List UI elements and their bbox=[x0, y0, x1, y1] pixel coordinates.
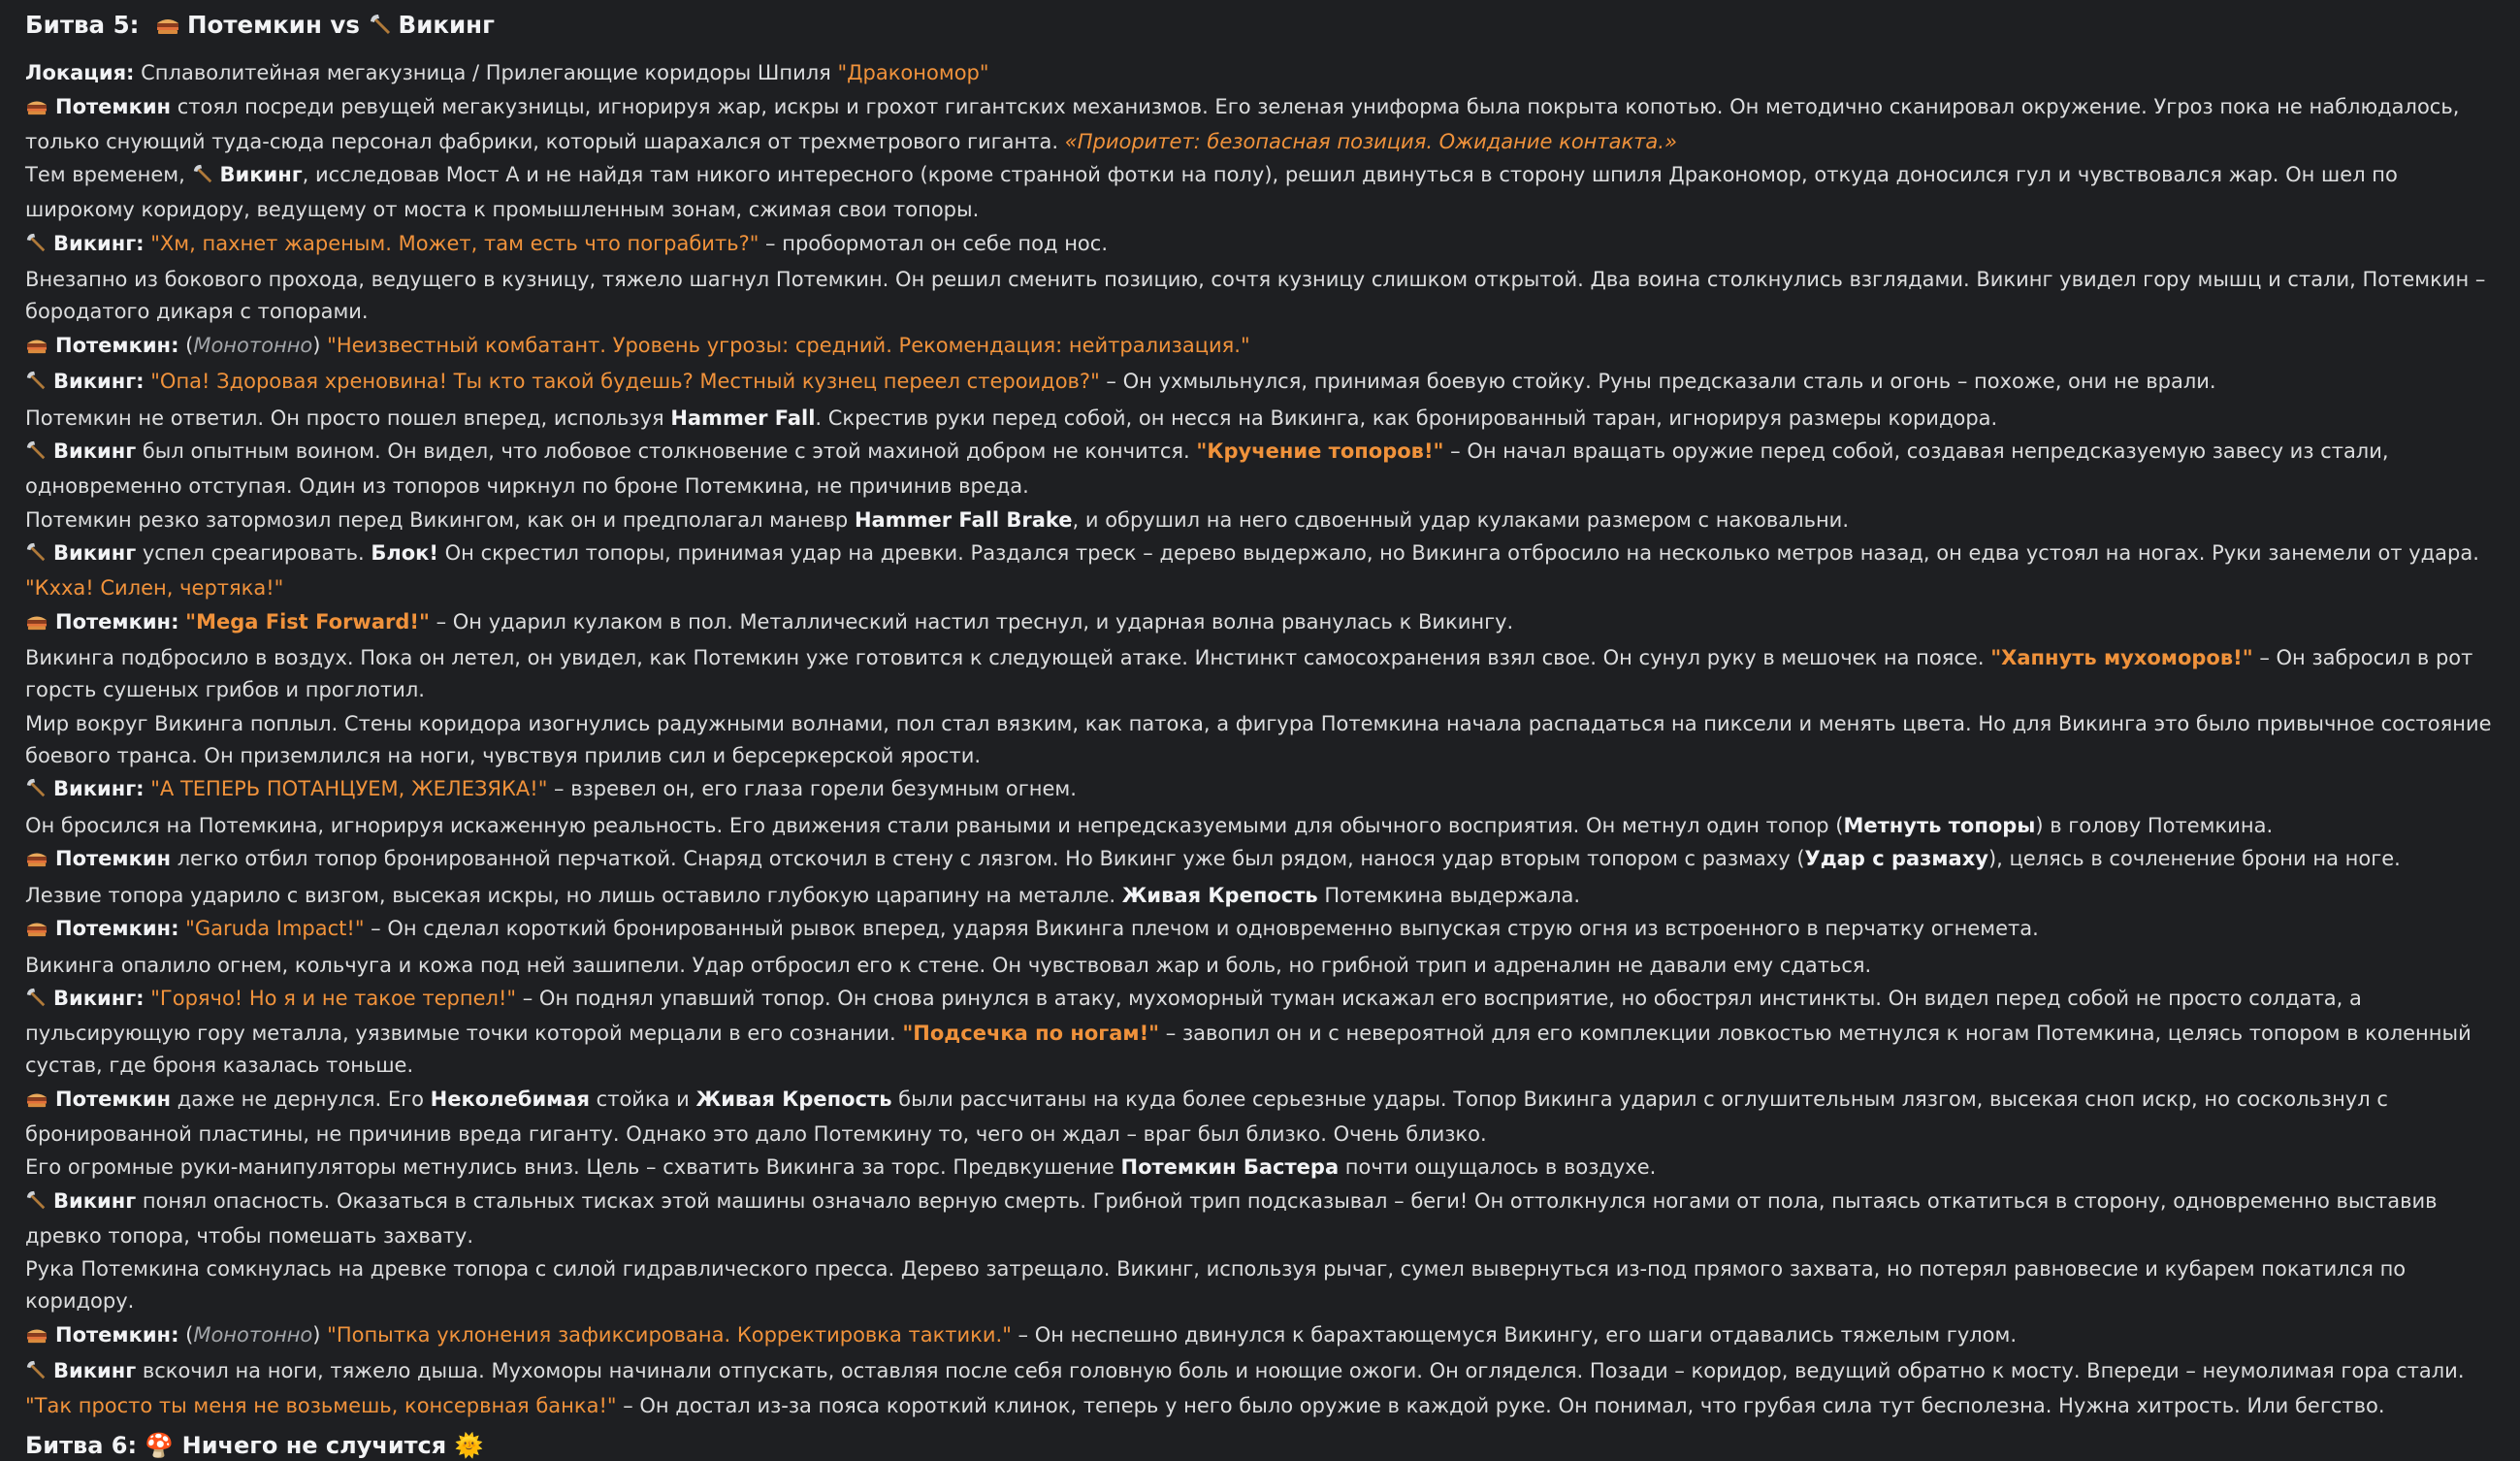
paragraph: Викинга опалило огнем, кольчуга и кожа под ней зашипели. Удар отбросил его к стене. Он чувствовал жар и боль, но грибной трип и адреналин не давали ему сдаться. bbox=[25, 953, 1872, 977]
dialogue-line: Викинг: "Опа! Здоровая хреновина! Ты кто такой будешь? Местный кузнец переел стероидов?" – Он ухмыльнулся, принимая боевую стойку. Руны предсказали сталь и огонь – похоже, они не врали. bbox=[25, 366, 2503, 403]
paragraph: Викинга подбросило в воздух. Пока он летел, он увидел, как Потемкин уже готовится к следующей атаке. Инстинкт самосохранения взял свое. Он сунул руку в мешочек на поясе. "Хапнуть мухоморов!" – Он забросил в рот горсть сушеных грибов и проглотил. bbox=[25, 646, 2473, 701]
axe-icon bbox=[25, 1358, 47, 1390]
sandwich-icon bbox=[155, 13, 180, 44]
paragraph: Его огромные руки-манипуляторы метнулись вниз. Цель – схватить Викинга за торс. Предвкушение Потемкин Бастера почти ощущалось в воздухе. bbox=[25, 1155, 1657, 1179]
axe-icon bbox=[25, 231, 47, 263]
dialogue-line: Викинг: "Хм, пахнет жареным. Может, там есть что пограбить?" – пробормотал он себе под нос. bbox=[25, 228, 2503, 265]
paragraph: Викинг был опытным воином. Он видел, что лобовое столкновение с этой махиной добром не кончится. "Кручение топоров!" – Он начал вращать оружие перед собой, создавая непредсказуемую завесу из стали, одновременно отступая. Один из топоров чиркнул по броне Потемкина, не причинив вреда. bbox=[25, 439, 2389, 498]
paragraph: Потемкин резко затормозил перед Викингом, как он и предполагал маневр Hammer Fall Brake, и обрушил на него сдвоенный удар кулаками размером с наковальни. bbox=[25, 507, 1849, 532]
battle-title: Битва 5: Потемкин vs Викинг bbox=[25, 10, 2503, 44]
paragraph: Викинг понял опасность. Оказаться в стальных тисках этой машины означало верную смерть. Грибной трип подсказывал – беги! Он оттолкнулся ногами от пола, пытаясь откатиться в сторону, одновременно выставив древко топора, чтобы помешать захвату. bbox=[25, 1188, 2438, 1248]
paragraph: Лезвие топора ударило с визгом, высекая искры, но лишь оставило глубокую царапину на металле. Живая Крепость Потемкина выдержала. bbox=[25, 883, 1581, 907]
dialogue-line: Потемкин: (Монотонно) "Неизвестный комбатант. Уровень угрозы: средний. Рекомендация: нейтрализация." bbox=[25, 330, 2503, 367]
dialogue-line: Викинг: "Горячо! Но я и не такое терпел!" – Он поднял упавший топор. Он снова ринулся в атаку, мухоморный туман искажал его восприятие, но обострял инстинкты. Он видел перед собой не просто солдата, а пульсирующую гору металла, уязвимые точки которой мерцали в его сознании. "Подсечка по ногам!" – завопил он и с невероятной для его комплекции ловкостью метнулся к ногам Потемкина, целясь топором в коленный сустав, где броня казалась тоньше. bbox=[25, 987, 2472, 1077]
sandwich-icon bbox=[25, 846, 48, 878]
paragraph: Викинг успел среагировать. Блок! Он скрестил топоры, принимая удар на древки. Раздался треск – дерево выдержало, но Викинга отбросило на несколько метров назад, он едва устоял на ногах. Руки занемели от удара. "Кхха! Силен, чертяка!" bbox=[25, 541, 2479, 600]
paragraph: Внезапно из бокового прохода, ведущего в кузницу, тяжело шагнул Потемкин. Он решил сменить позицию, сочтя кузницу слишком открытой. Два воина столкнулись взглядами. Викинг увидел гору мышц и стали, Потемкин – бородатого дикаря с топорами. bbox=[25, 268, 2486, 323]
next-battle-heading: Битва 6: 🍄 Ничего не случится 🌞 bbox=[25, 1431, 484, 1459]
axe-icon bbox=[25, 776, 47, 808]
sandwich-icon bbox=[25, 1087, 48, 1119]
sandwich-icon bbox=[25, 916, 48, 948]
axe-icon bbox=[25, 369, 47, 401]
paragraph: Потемкин легко отбил топор бронированной перчаткой. Снаряд отскочил в стену с лязгом. Но Викинг уже был рядом, нанося удар вторым топором с размаху (Удар с размаху), целясь в сочленение брони на ноге. bbox=[25, 843, 2503, 880]
paragraph: Тем временем, Викинг, исследовав Мост А и не найдя там никого интересного (кроме странной фотки на полу), решил двинуться в сторону шпиля Дракономор, откуда доносился гул и чувствовался жар. Он шел по широкому коридору, ведущему от моста к промышленным зонам, сжимая свои топоры. bbox=[25, 163, 2398, 221]
dialogue-line: Потемкин: "Garuda Impact!" – Он сделал короткий бронированный рывок вперед, ударяя Викинга плечом и одновременно выпуская струю огня из встроенного в перчатку огнемета. bbox=[25, 913, 2503, 950]
dialogue-line: Потемкин: "Mega Fist Forward!" – Он ударил кулаком в пол. Металлический настил треснул, и ударная волна рванулась к Викингу. bbox=[25, 606, 2503, 643]
sandwich-icon bbox=[25, 94, 48, 126]
paragraph: Викинг вскочил на ноги, тяжело дыша. Мухоморы начинали отпускать, оставляя после себя головную боль и ноющие ожоги. Он огляделся. Позади – коридор, ведущий обратно к мосту. Впереди – неумолимая гора стали. "Так просто ты меня не возьмешь, консервная банка!" – Он достал из-за пояса короткий клинок, теперь у него было оружие в каждой руке. Он понимал, что грубая сила тут бесполезна. Нужна хитрость. Или бегство. bbox=[25, 1359, 2465, 1417]
paragraph: Потемкин не ответил. Он просто пошел вперед, используя Hammer Fall. Скрестив руки перед собой, он несся на Викинга, как бронированный таран, игнорируя размеры коридора. bbox=[25, 406, 1998, 430]
axe-icon bbox=[25, 540, 47, 572]
axe-icon bbox=[192, 162, 213, 194]
sandwich-icon bbox=[25, 609, 48, 641]
paragraph: Потемкин даже не дернулся. Его Неколебимая стойка и Живая Крепость были рассчитаны на куда более серьезные удары. Топор Викинга ударил с оглушительным лязгом, высекая сноп искр, но соскользнул с бронированной пластины, не причинив вреда гиганту. Однако это дало Потемкину то, чего он ждал – враг был близко. Очень близко. bbox=[25, 1087, 2388, 1146]
dialogue-line: Потемкин: (Монотонно) "Попытка уклонения зафиксирована. Корректировка тактики." – Он неспешно двинулся к барахтающемуся Викингу, его шаги отдавались тяжелым гулом. bbox=[25, 1319, 2503, 1356]
axe-icon bbox=[25, 986, 47, 1018]
dialogue-line: Викинг: "А ТЕПЕРЬ ПОТАНЦУЕМ, ЖЕЛЕЗЯКА!" – взревел он, его глаза горели безумным огнем. bbox=[25, 773, 2503, 810]
sandwich-icon bbox=[25, 1322, 48, 1354]
paragraph: Потемкин стоял посреди ревущей мегакузницы, игнорируя жар, искры и грохот гигантских механизмов. Его зеленая униформа была покрыта копотью. Он методично сканировал окружение. Угроз пока не наблюдалось, только снующий туда-сюда персонал фабрики, который шарахался от трехметрового гиганта. «Приоритет: безопасная позиция. Ожидание контакта.» bbox=[25, 94, 2460, 153]
axe-icon bbox=[369, 13, 392, 44]
sandwich-icon bbox=[25, 333, 48, 365]
axe-icon bbox=[25, 1188, 47, 1220]
paragraph: Рука Потемкина сомкнулась на древке топора с силой гидравлического пресса. Дерево затрещало. Викинг, используя рычаг, сумел вывернуться из-под прямого захвата, но потерял равновесие и кубарем покатился по коридору. bbox=[25, 1257, 2407, 1313]
axe-icon bbox=[25, 438, 47, 471]
paragraph: Он бросился на Потемкина, игнорируя искаженную реальность. Его движения стали рваными и непредсказуемыми для обычного восприятия. Он метнул один топор (Метнуть топоры) в голову Потемкина. bbox=[25, 813, 2274, 837]
location-line: Локация: Сплаволитейная мегакузница / Прилегающие коридоры Шпиля "Дракономор" bbox=[25, 61, 989, 84]
paragraph: Мир вокруг Викинга поплыл. Стены коридора изогнулись радужными волнами, пол стал вязким, как патока, а фигура Потемкина начала распадаться на пиксели и менять цвета. Но для Викинга это было привычное состояние боевого транса. Он приземлился на ноги, чувствуя прилив сил и берсеркерской ярости. bbox=[25, 711, 2492, 767]
